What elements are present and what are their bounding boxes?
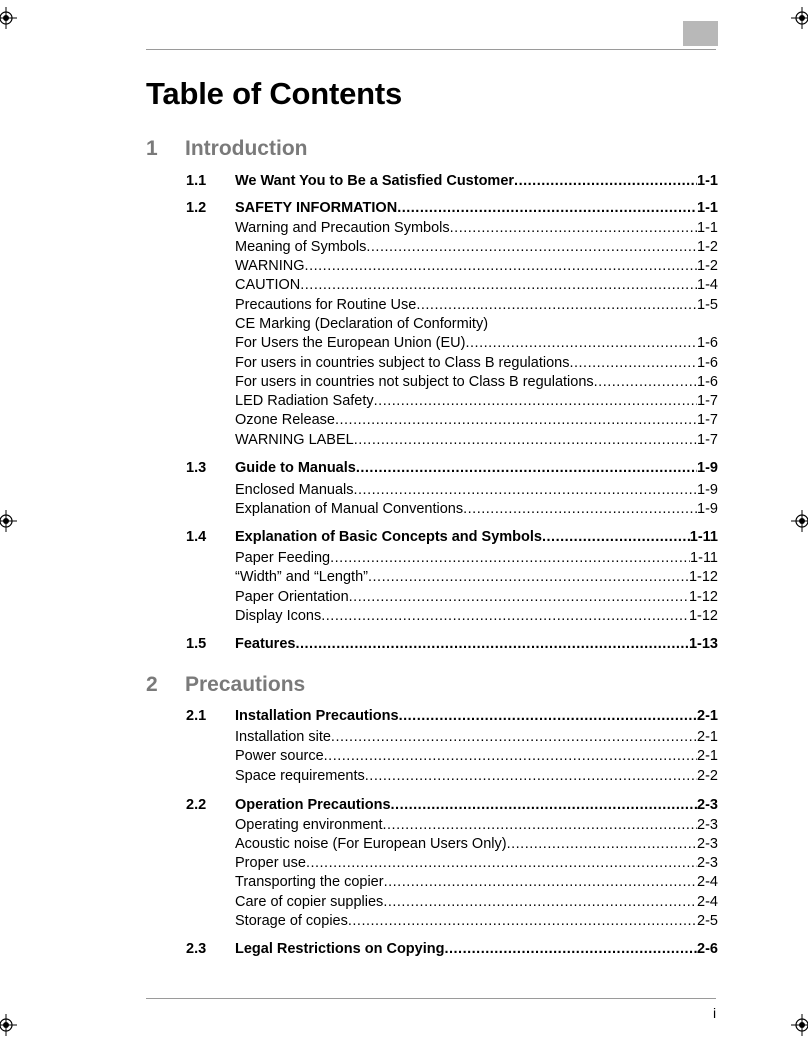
toc-section-number: 2.3 [186, 941, 207, 957]
toc-dot-leader [374, 392, 697, 411]
toc-page-ref: 1-4 [697, 277, 718, 293]
toc-entry[interactable] [186, 873, 718, 892]
toc-dot-leader [514, 172, 697, 191]
page-title: Table of Contents [146, 76, 403, 111]
toc-entry-title: Care of copier supplies [235, 894, 384, 910]
toc-section-entry[interactable] [186, 172, 718, 191]
toc-section-entry[interactable] [186, 635, 718, 654]
toc-page-ref: 2-4 [697, 894, 718, 910]
toc-dot-leader [295, 635, 689, 654]
footer-rule [146, 998, 716, 999]
toc-entry-title: Paper Orientation [235, 589, 349, 605]
toc-entry-body [235, 238, 718, 257]
header-rule [146, 49, 716, 50]
toc-dot-leader [384, 873, 697, 892]
toc-entry-body [235, 257, 718, 276]
toc-page-ref: 1-2 [697, 239, 718, 255]
toc-entry-body [235, 172, 718, 191]
toc-section-number: 2.1 [186, 708, 207, 724]
registration-mark-top-left [0, 7, 17, 29]
toc-entry-body [235, 296, 718, 315]
toc-dot-leader [324, 747, 697, 766]
toc-entry-body [235, 334, 718, 353]
toc-dot-leader [507, 835, 697, 854]
toc-entry-title: For users in countries not subject to Class B regulations [235, 374, 594, 390]
toc-entry-body [235, 373, 718, 392]
toc-section-entry[interactable] [186, 796, 718, 815]
toc-entry-body [235, 873, 718, 892]
toc-entry[interactable] [186, 816, 718, 835]
toc-entry-title: LED Radiation Safety [235, 393, 374, 409]
toc-entry-title: CAUTION [235, 277, 301, 293]
toc-page-ref: 1-1 [697, 173, 718, 189]
toc-dot-leader [594, 373, 697, 392]
toc-page-ref: 1-5 [697, 297, 718, 313]
toc-entry-body [235, 549, 718, 568]
toc-page-ref: 2-1 [697, 748, 718, 764]
toc-dot-leader [542, 528, 690, 547]
toc-page-ref: 2-4 [697, 874, 718, 890]
toc-dot-leader [300, 276, 697, 295]
toc-dot-leader [321, 607, 689, 626]
toc-page-ref: 1-12 [688, 608, 718, 624]
toc-entry-body [235, 459, 718, 478]
toc-page-ref: 1-6 [697, 374, 718, 390]
toc-entry-title: Installation site [235, 729, 331, 745]
toc-entry-title: Power source [235, 748, 324, 764]
toc-entry-title: Proper use [235, 855, 306, 871]
toc-page-ref: 1-6 [697, 335, 718, 351]
toc-page-ref: 1-9 [697, 501, 718, 517]
toc-dot-leader [383, 816, 698, 835]
toc-entry-title: Legal Restrictions on Copying [235, 941, 445, 957]
toc-entry-body [235, 893, 718, 912]
toc-entry-title: Installation Precautions [235, 708, 399, 724]
toc-entry-body [235, 219, 718, 238]
toc-dot-leader [444, 940, 697, 959]
toc-page-ref: 2-3 [697, 836, 718, 852]
toc-entry-body [235, 568, 718, 587]
toc-section-entry[interactable] [186, 940, 718, 959]
toc-dot-leader [335, 411, 697, 430]
toc-entry[interactable] [186, 315, 718, 334]
registration-mark-bottom-left [0, 1014, 17, 1036]
toc-dot-leader [466, 334, 698, 353]
toc-entry-title: Warning and Precaution Symbols [235, 220, 450, 236]
toc-entry-body [235, 635, 718, 654]
toc-page-ref: 1-7 [697, 432, 718, 448]
chapter-number: 2 [146, 673, 158, 696]
registration-mark-top-right [791, 7, 808, 29]
toc-section-entry[interactable] [186, 459, 718, 478]
toc-entry-title: CE Marking (Declaration of Conformity) [235, 316, 489, 332]
toc-dot-leader [368, 568, 689, 587]
toc-entry[interactable] [186, 912, 718, 931]
toc-page-ref: 1-2 [697, 258, 718, 274]
toc-dot-leader [331, 728, 697, 747]
toc-dot-leader [354, 481, 698, 500]
chapter-title: Precautions [185, 673, 306, 696]
registration-mark-mid-right [791, 510, 808, 532]
toc-entry[interactable] [186, 835, 718, 854]
toc-entry-title: Space requirements [235, 768, 365, 784]
page-number: i [713, 1005, 717, 1021]
toc-page-ref: 1-1 [697, 200, 718, 216]
toc-dot-leader [399, 707, 697, 726]
toc-page-ref: 1-13 [688, 636, 718, 652]
toc-entry[interactable] [186, 568, 718, 587]
toc-entry[interactable] [186, 481, 718, 500]
toc-dot-leader [348, 912, 697, 931]
toc-page-ref: 2-3 [697, 817, 718, 833]
toc-page-ref: 2-3 [697, 855, 718, 871]
chapter-tab-marker [683, 21, 718, 46]
toc-dot-leader [391, 796, 698, 815]
toc-entry-body [235, 315, 718, 334]
toc-section-number: 2.2 [186, 797, 207, 813]
toc-dot-leader [463, 500, 697, 519]
toc-entry-title: Explanation of Manual Conventions [235, 501, 464, 517]
toc-entry-title: SAFETY INFORMATION [235, 200, 398, 216]
toc-entry-body [235, 431, 718, 450]
toc-entry-title: Transporting the copier [235, 874, 384, 890]
toc-section-entry[interactable] [186, 707, 718, 726]
toc-page-ref: 2-3 [697, 797, 718, 813]
toc-entry-body [235, 528, 718, 547]
toc-dot-leader [306, 854, 697, 873]
toc-section-entry[interactable] [186, 528, 718, 547]
toc-page-ref: 2-6 [697, 941, 718, 957]
toc-entry-title: Acoustic noise (For European Users Only) [235, 836, 507, 852]
toc-entry[interactable] [186, 728, 718, 747]
toc-dot-leader [354, 431, 697, 450]
toc-page-ref: 1-1 [697, 220, 718, 236]
toc-entry-title: Enclosed Manuals [235, 482, 354, 498]
toc-section-number: 1.1 [186, 173, 207, 189]
toc-dot-leader [366, 238, 697, 257]
toc-entry-body [235, 912, 718, 931]
toc-entry[interactable] [186, 354, 718, 373]
toc-page-ref: 1-7 [697, 412, 718, 428]
toc-entry[interactable] [186, 431, 718, 450]
toc-entry-title: Paper Feeding [235, 550, 331, 566]
toc-entry[interactable] [186, 893, 718, 912]
toc-page-ref: 2-1 [697, 729, 718, 745]
toc-entry-title: For Users the European Union (EU) [235, 335, 466, 351]
toc-page-ref: 1-7 [697, 393, 718, 409]
toc-section-number: 1.4 [186, 529, 207, 545]
toc-entry-body [235, 607, 718, 626]
toc-entry-title: Operating environment [235, 817, 383, 833]
toc-page-ref: 1-12 [688, 589, 718, 605]
toc-entry-body [235, 747, 718, 766]
toc-entry-title: Operation Precautions [235, 797, 391, 813]
toc-dot-leader [365, 767, 697, 786]
toc-dot-leader [397, 199, 697, 218]
toc-page-ref: 1-11 [690, 550, 718, 566]
toc-entry-body [235, 940, 718, 959]
toc-section-number: 1.3 [186, 460, 207, 476]
toc-entry-body [235, 392, 718, 411]
toc-page-ref: 2-1 [697, 708, 718, 724]
toc-page-ref: 1-6 [697, 355, 718, 371]
toc-entry-body [235, 835, 718, 854]
toc-entry-body [235, 411, 718, 430]
toc-dot-leader [450, 219, 697, 238]
toc-page-ref: 1-9 [697, 460, 718, 476]
chapter-title: Introduction [185, 137, 308, 160]
toc-section-number: 1.5 [186, 636, 207, 652]
toc-dot-leader [330, 549, 690, 568]
toc-entry-body [235, 199, 718, 218]
toc-entry[interactable] [186, 392, 718, 411]
toc-entry[interactable] [186, 767, 718, 786]
toc-entry[interactable] [186, 276, 718, 295]
toc-dot-leader [349, 588, 689, 607]
toc-entry-title: For users in countries subject to Class B regulations [235, 355, 570, 371]
toc-entry-title: Precautions for Routine Use [235, 297, 417, 313]
toc-entry-body [235, 276, 718, 295]
toc-entry-title: Storage of copies [235, 913, 348, 929]
toc-page-ref: 2-2 [697, 768, 718, 784]
toc-entry-body [235, 816, 718, 835]
toc-entry-title: Guide to Manuals [235, 460, 356, 476]
toc-entry-title: Ozone Release [235, 412, 335, 428]
toc-page-ref: 1-12 [688, 569, 718, 585]
toc-page-ref: 1-9 [697, 482, 718, 498]
toc-entry-body [235, 728, 718, 747]
toc-dot-leader [383, 893, 697, 912]
toc-entry-body [235, 481, 718, 500]
toc-entry-body [235, 854, 718, 873]
toc-entry-body [235, 588, 718, 607]
toc-entry-title: We Want You to Be a Satisfied Customer [235, 173, 515, 189]
toc-entry-title: Features [235, 636, 296, 652]
toc-entry-title: WARNING [235, 258, 305, 274]
toc-entry-body [235, 500, 718, 519]
toc-entry-body [235, 796, 718, 815]
toc-page-ref: 2-5 [697, 913, 718, 929]
chapter-number: 1 [146, 137, 158, 160]
toc-dot-leader [416, 296, 697, 315]
toc-entry[interactable] [186, 238, 718, 257]
toc-entry[interactable] [186, 373, 718, 392]
toc-section-number: 1.2 [186, 200, 207, 216]
toc-entry-title: Meaning of Symbols [235, 239, 367, 255]
toc-entry[interactable] [186, 854, 718, 873]
toc-section-entry[interactable] [186, 199, 718, 218]
toc-entry-body [235, 354, 718, 373]
toc-entry[interactable] [186, 219, 718, 238]
toc-entry[interactable] [186, 411, 718, 430]
toc-entry[interactable] [186, 257, 718, 276]
toc-dot-leader [356, 459, 697, 478]
toc-entry[interactable] [186, 747, 718, 766]
toc-entry[interactable] [186, 334, 718, 353]
toc-entry[interactable] [186, 500, 718, 519]
toc-entry-body [235, 707, 718, 726]
toc-entry[interactable] [186, 588, 718, 607]
registration-mark-mid-left [0, 510, 17, 532]
toc-entry[interactable] [186, 296, 718, 315]
registration-mark-bottom-right [791, 1014, 808, 1036]
toc-entry-title: Display Icons [235, 608, 322, 624]
toc-entry[interactable] [186, 607, 718, 626]
toc-page-ref: 1-11 [689, 529, 718, 545]
toc-entry[interactable] [186, 549, 718, 568]
toc-dot-leader [305, 257, 697, 276]
toc-entry-title: “Width” and “Length” [235, 569, 368, 585]
toc-entry-title: WARNING LABEL [235, 432, 354, 448]
toc-dot-leader [569, 354, 697, 373]
toc-entry-title: Explanation of Basic Concepts and Symbols [235, 529, 542, 545]
toc-entry-body [235, 767, 718, 786]
